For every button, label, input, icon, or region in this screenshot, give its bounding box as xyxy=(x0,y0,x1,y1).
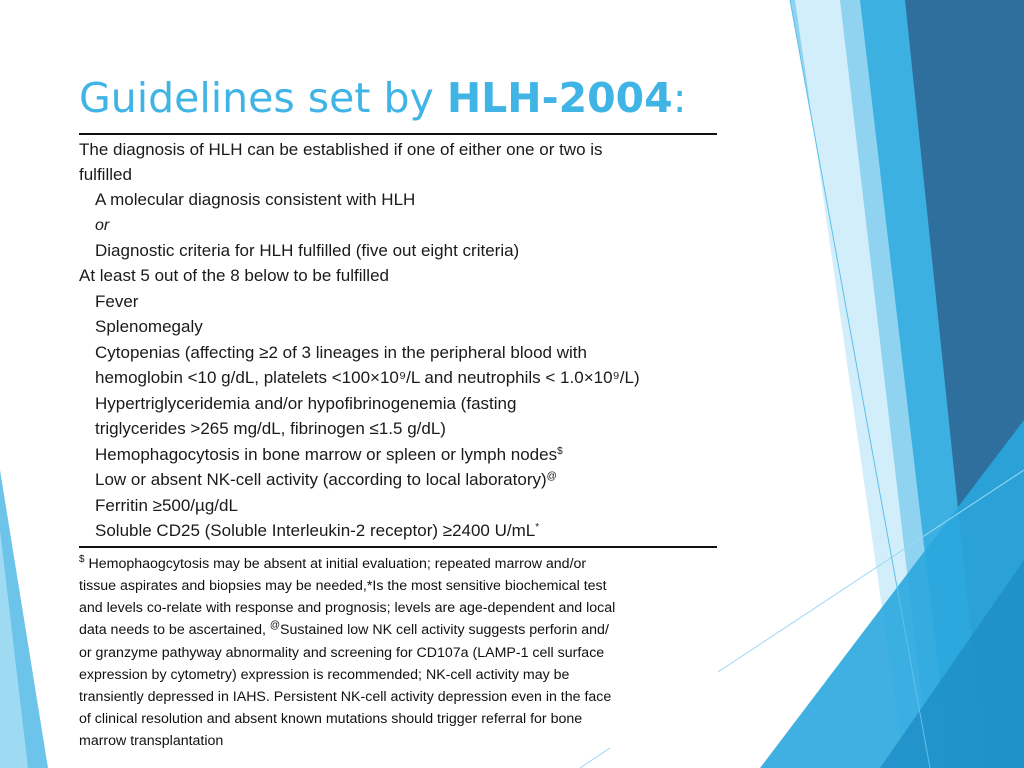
option-criteria: Diagnostic criteria for HLH fulfilled (five out eight criteria) xyxy=(95,241,520,260)
criterion-splenomegaly: Splenomegaly xyxy=(95,317,203,336)
footnote-marker: @ xyxy=(546,471,557,482)
criterion-text: Low or absent NK-cell activity (according to local laboratory) xyxy=(95,470,547,489)
criterion-text: Soluble CD25 (Soluble Interleukin-2 receptor) ≥2400 U/mL xyxy=(95,521,536,540)
footnote-line-9: marrow transplantation xyxy=(79,733,224,749)
footnote-text: Hemophaogcytosis may be absent at initial evaluation; repeated marrow and/or xyxy=(84,556,587,572)
title-prefix: Guidelines set by xyxy=(79,74,447,122)
footnote-line-5: or granzyme pathyway abnormality and screening for CD107a (LAMP-1 cell surface xyxy=(79,645,605,661)
criterion-hemophagocytosis xyxy=(95,445,563,465)
footnote-text: Sustained low NK cell activity suggests perforin and/ xyxy=(280,622,609,638)
footnote-line-7: transiently depressed in IAHS. Persistent NK-cell activity depression even in the face xyxy=(79,689,612,705)
criterion-cytopenias-line-1: Cytopenias (affecting ≥2 of 3 lineages in the peripheral blood with xyxy=(95,343,587,362)
criterion-cytopenias-line-2: hemoglobin <10 g/dL, platelets <100×10⁹/L and neutrophils < 1.0×10⁹/L) xyxy=(95,368,640,387)
footnote-text: data needs to be ascertained, xyxy=(79,622,270,638)
criterion-text: Hemophagocytosis in bone marrow or spleen or lymph nodes xyxy=(95,445,558,464)
footnote-line-3: and levels co-relate with response and prognosis; levels are age-dependent and local xyxy=(79,600,616,616)
option-molecular: A molecular diagnosis consistent with HLH xyxy=(95,190,416,209)
intro-line-1: The diagnosis of HLH can be established if one of either one or two is xyxy=(79,140,603,159)
criterion-ferritin: Ferritin ≥500/µg/dL xyxy=(95,496,238,515)
deco-line xyxy=(580,748,610,768)
footnote-marker: $ xyxy=(557,446,563,457)
footnote-line-8: of clinical resolution and absent known mutations should trigger referral for bone xyxy=(79,711,583,727)
footnote-line-2: tissue aspirates and biopsies may be needed,*Is the most sensitive biochemical test xyxy=(79,578,607,594)
footnote-marker: @ xyxy=(269,620,281,631)
footnote-line-4 xyxy=(79,621,609,639)
slide-title xyxy=(79,74,687,122)
footnote-marker: $ xyxy=(79,554,85,565)
footnote-marker: * xyxy=(535,522,540,533)
title-suffix: : xyxy=(672,74,687,122)
table-top-rule xyxy=(79,133,717,135)
intro-line-2: fulfilled xyxy=(79,165,132,184)
footnote-line-6: expression by cytometry) expression is recommended; NK-cell activity may be xyxy=(79,667,570,683)
criterion-fever: Fever xyxy=(95,292,139,311)
footnote-line-1 xyxy=(79,555,586,573)
criterion-hypertrig-line-2: triglycerides >265 mg/dL, fibrinogen ≤1.5 g/dL) xyxy=(95,419,446,438)
table-bottom-rule xyxy=(79,546,717,548)
title-emphasis: HLH-2004 xyxy=(446,74,673,122)
criterion-hypertrig-line-1: Hypertriglyceridemia and/or hypofibrinogenemia (fasting xyxy=(95,394,517,413)
criterion-cd25 xyxy=(95,521,539,541)
criterion-nk-activity xyxy=(95,470,557,490)
or-label: or xyxy=(95,217,110,234)
criteria-heading: At least 5 out of the 8 below to be fulfilled xyxy=(79,266,389,285)
